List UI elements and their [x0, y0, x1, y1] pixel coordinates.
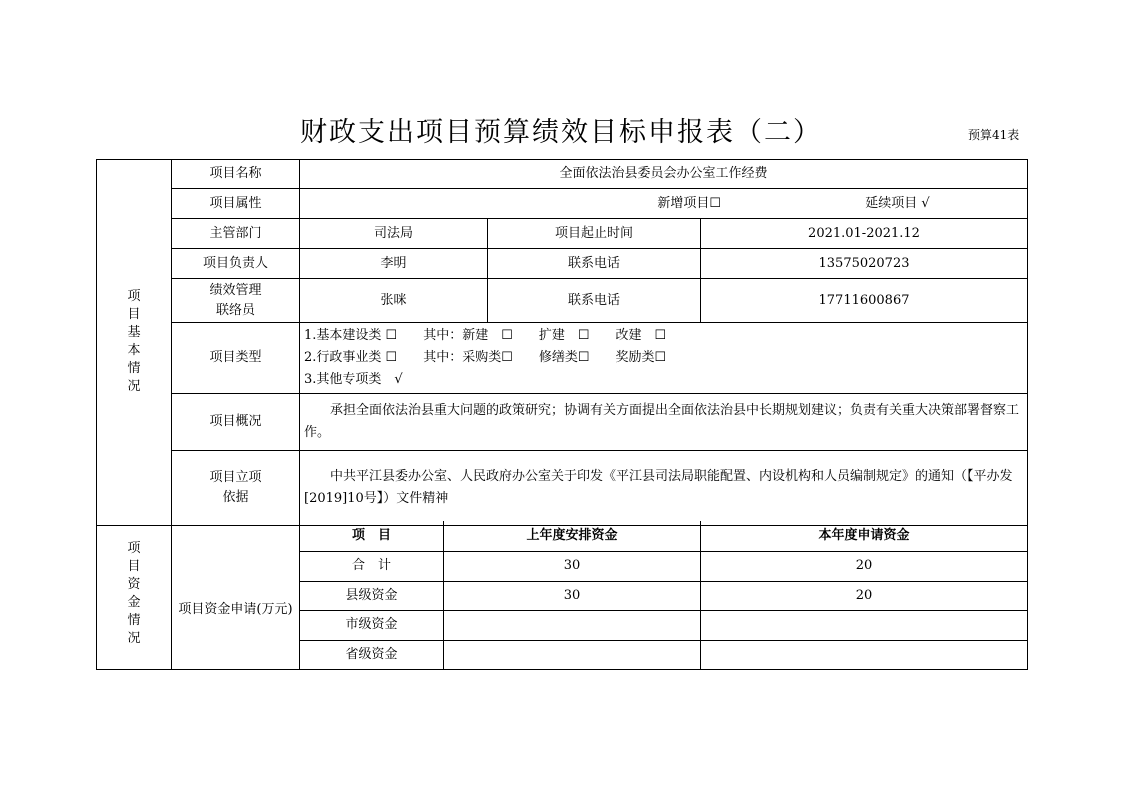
table-row-item: 县级资金 [300, 581, 444, 610]
table-row-last: 30 [444, 581, 701, 610]
table-row-last [444, 640, 701, 669]
contact-phone-value: 17711600867 [701, 279, 1028, 323]
leader-phone-label: 联系电话 [488, 249, 701, 279]
type-label: 项目类型 [172, 323, 300, 394]
basis-value: 中共平江县委办公室、人民政府办公室关于印发《平江县司法局职能配置、内设机构和人员编制规定》的通知（【平办发[2019]10号】）文件精神 [300, 451, 1028, 526]
dept-label: 主管部门 [172, 219, 300, 249]
basic-info-table [96, 159, 1028, 526]
project-name-label: 项目名称 [172, 160, 300, 189]
leader-label: 项目负责人 [172, 249, 300, 279]
attribute-value [300, 189, 1028, 219]
table-row-item: 合 计 [300, 551, 444, 581]
project-name-value: 全面依法治县委员会办公室工作经费 [300, 160, 1028, 189]
funding-table [96, 521, 1028, 670]
type-line: 1.基本建设类 ☐ 其中：新建 ☐ 扩建 ☐ 改建 ☐ [304, 328, 667, 343]
overview-label: 项目概况 [172, 394, 300, 451]
type-line: 3.其他专项类 √ [304, 372, 403, 387]
table-row-current: 20 [701, 581, 1028, 610]
contact-value: 张咪 [300, 279, 488, 323]
basis-label: 项目立项 依据 [172, 451, 300, 526]
table-row-item: 省级资金 [300, 640, 444, 669]
section-basic-label: 项目基本情况 [97, 160, 172, 526]
leader-phone-value: 13575020723 [701, 249, 1028, 279]
table-row-last: 30 [444, 551, 701, 581]
overview-value: 承担全面依法治县重大问题的政策研究；协调有关方面提出全面依法治县中长期规划建议；负责有关重大决策部署督察工作。 [300, 394, 1028, 451]
table-row-last [444, 610, 701, 640]
form-number: 预算41表 [968, 128, 1020, 142]
table-row-current: 20 [701, 551, 1028, 581]
funding-label: 项目资金申请(万元) [172, 521, 300, 669]
contact-label: 绩效管理 联络员 [172, 279, 300, 323]
page-title: 财政支出项目预算绩效目标申报表（二） [300, 117, 822, 148]
period-label: 项目起止时间 [488, 219, 701, 249]
table-row-current [701, 640, 1028, 669]
attribute-continue: 延续项目 √ [865, 195, 930, 211]
dept-value: 司法局 [300, 219, 488, 249]
leader-value: 李明 [300, 249, 488, 279]
table-row-current [701, 610, 1028, 640]
header-this-year: 本年度申请资金 [701, 521, 1028, 551]
header-item: 项 目 [300, 521, 444, 551]
section-funding-label: 项目资金情况 [97, 521, 172, 669]
header-last-year: 上年度安排资金 [444, 521, 701, 551]
type-options [300, 323, 1028, 394]
period-value: 2021.01-2021.12 [701, 219, 1028, 249]
contact-phone-label: 联系电话 [488, 279, 701, 323]
type-line: 2.行政事业类 ☐ 其中：采购类☐ 修缮类☐ 奖励类☐ [304, 350, 667, 365]
table-row-item: 市级资金 [300, 610, 444, 640]
attribute-label: 项目属性 [172, 189, 300, 219]
attribute-new: 新增项目☐ [657, 195, 722, 211]
